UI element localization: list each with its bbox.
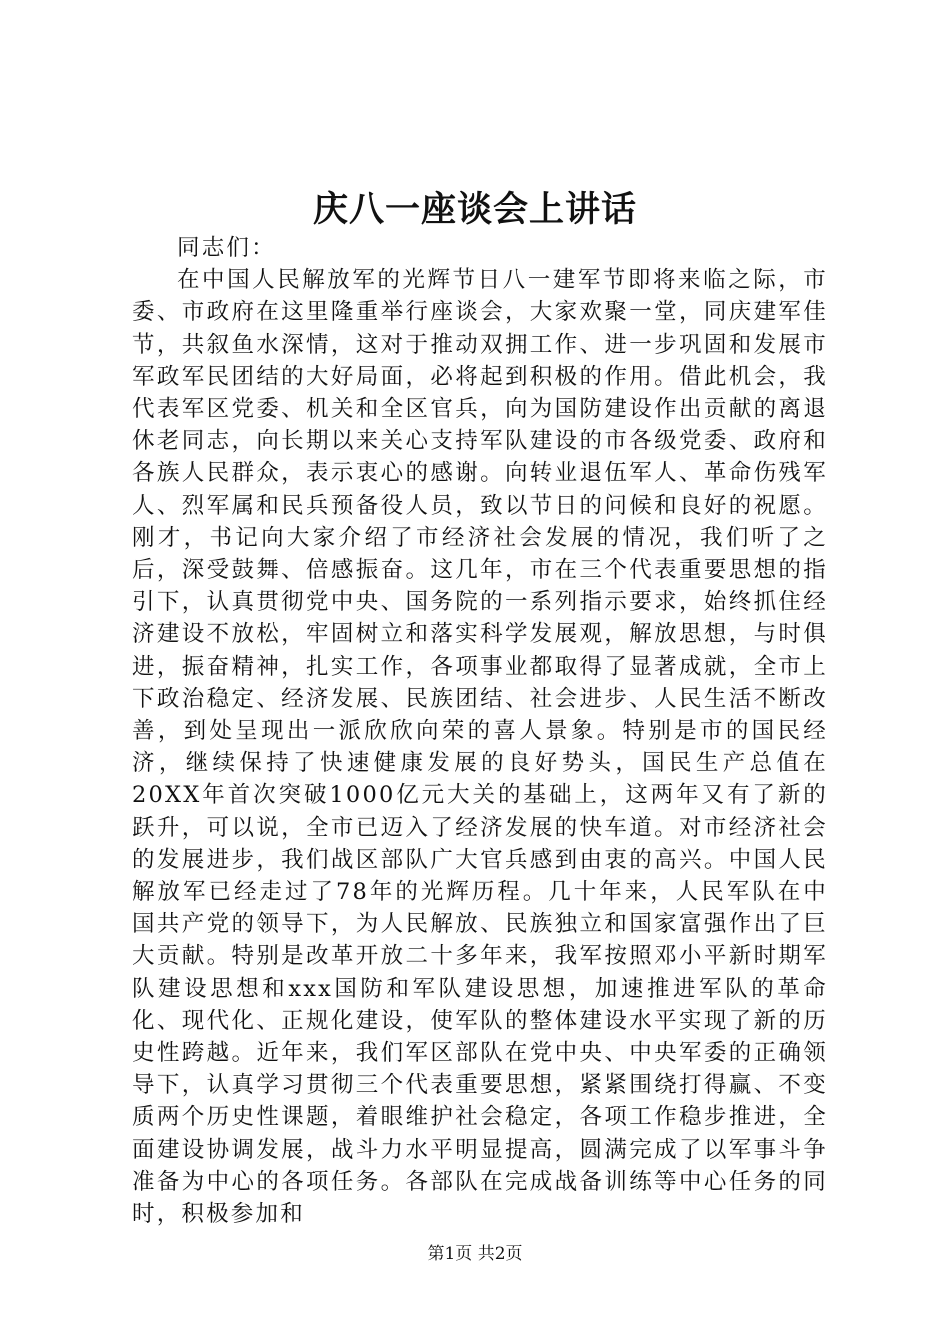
page-footer: 第1页 共2页 (427, 1244, 523, 1264)
body-paragraph: 在中国人民解放军的光辉节日八一建军节即将来临之际，市委、市政府在这里隆重举行座谈会，大家欢聚一堂，同庆建军佳节，共叙鱼水深情，这对于推动双拥工作、进一步巩固和发展市军政军民团结的大好局面，必将起到积极的作用。借此机会，我代表军区党委、机关和全区官兵，向为国防建设作出贡献的离退休老同志，向长期以来关心支持军队建设的市各级党委、政府和各族人民群众，表示衷心的感谢。向转业退伍军人、革命伤残军人、烈军属和民兵预备役人员，致以节日的问候和良好的祝愿。刚才，书记向大家介绍了市经济社会发展的情况，我们听了之后，深受鼓舞、倍感振奋。这几年，市在三个代表重要思想的指引下，认真贯彻党中央、国务院的一系列指示要求，始终抓住经济建设不放松，牢固树立和落实科学发展观，解放思想，与时俱进，振奋精神，扎实工作，各项事业都取得了显著成就，全市上下政治稳定、经济发展、民族团结、社会进步、人民生活不断改善，到处呈现出一派欣欣向荣的喜人景象。特别是市的国民经济，继续保持了快速健康发展的良好势头，国民生产总值在20XX年首次突破1000亿元大关的基础上，这两年又有了新的跃升，可以说，全市已迈入了经济发展的快车道。对市经济社会的发展进步，我们战区部队广大官兵感到由衷的高兴。中国人民解放军已经走过了78年的光辉历程。几十年来，人民军队在中国共产党的领导下，为人民解放、民族独立和国家富强作出了巨大贡献。特别是改革开放二十多年来，我军按照邓小平新时期军队建设思想和xxx国防和军队建设思想，加速推进军队的革命化、现代化、正规化建设，使军队的整体建设水平实现了新的历史性跨越。近年来，我们军区部队在党中央、中央军委的正确领导下，认真学习贯彻三个代表重要思想，紧紧围绕打得赢、不变质两个历史性课题，着眼维护社会稳定，各项工作稳步推进，全面建设协调发展，战斗力水平明显提高，圆满完成了以军事斗争准备为中心的各项任务。各部队在完成战备训练等中心任务的同时，积极参加和 (132, 267, 828, 1228)
document-title: 庆八一座谈会上讲话 (312, 189, 637, 230)
document-body (132, 232, 828, 1230)
salutation: 同志们： (177, 235, 276, 261)
